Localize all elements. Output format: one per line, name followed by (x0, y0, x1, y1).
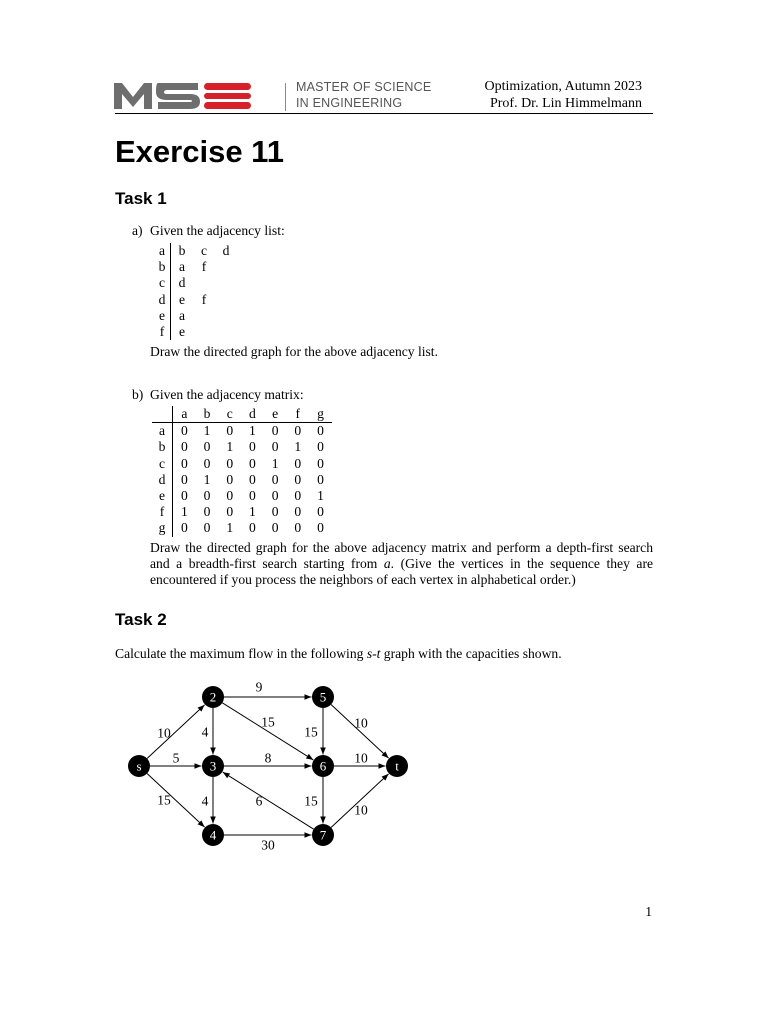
matrix-cell: 0 (203, 520, 211, 536)
course-name: Optimization, Autumn 2023 (484, 79, 642, 94)
matrix-cell: 0 (226, 423, 234, 439)
matrix-row-header: d (152, 472, 173, 488)
subtask-b-intro: Given the adjacency matrix: (150, 387, 304, 402)
task2-instruction: Calculate the maximum flow in the following s-t graph with the capacities shown. (115, 646, 562, 661)
matrix-cell: 1 (249, 504, 256, 520)
edge-capacity-label: 15 (304, 793, 318, 809)
graph-edge-7-t (331, 774, 389, 828)
matrix-row-header: e (152, 488, 173, 504)
matrix-row (152, 423, 332, 440)
matrix-cell: 0 (317, 520, 324, 536)
matrix-cell: 0 (271, 439, 279, 455)
matrix-cell: 0 (294, 488, 302, 504)
matrix-cell: 0 (271, 471, 279, 487)
matrix-row (152, 488, 332, 504)
matrix-row (152, 520, 332, 536)
matrix-cell: 0 (249, 455, 256, 471)
flow-network-graph (120, 672, 420, 862)
adjacency-list-neighbor: a (178, 259, 186, 275)
matrix-column-header: d (241, 406, 264, 423)
subtask-b-label: b) (132, 387, 144, 402)
edge-capacity-label: 15 (304, 724, 318, 740)
subtask-a-instruction: Draw the directed graph for the above adjacency list. (150, 344, 438, 359)
edge-capacity-label: 9 (255, 679, 263, 695)
graph-node-4 (202, 824, 224, 846)
page-title: Exercise 11 (115, 134, 284, 169)
matrix-cell: 0 (180, 520, 188, 536)
matrix-cell: 0 (203, 504, 211, 520)
edge-capacity-label: 10 (354, 750, 368, 766)
graph-node-t (386, 755, 408, 777)
adjacency-list-row (154, 243, 237, 259)
graph-edge-s-4 (147, 774, 205, 828)
edge-capacity-label: 15 (157, 792, 171, 808)
graph-node-label: t (395, 758, 399, 774)
matrix-row (152, 456, 332, 472)
matrix-column-header: c (218, 406, 241, 423)
matrix-cell: 1 (271, 455, 279, 471)
subtask-a-intro: Given the adjacency list: (150, 223, 285, 238)
matrix-cell: 0 (317, 504, 324, 520)
header-rule (115, 113, 653, 114)
adjacency-list-row (154, 324, 237, 340)
matrix-row-header: g (152, 520, 173, 536)
matrix-cell: 0 (226, 471, 234, 487)
matrix-cell: 0 (249, 520, 256, 536)
graph-node-label: 3 (209, 758, 217, 774)
matrix-cell: 0 (271, 504, 279, 520)
matrix-cell: 1 (317, 488, 324, 504)
logo-subtitle-line2: IN ENGINEERING (296, 96, 403, 110)
adjacency-list-neighbor: d (222, 243, 230, 258)
matrix-cell: 0 (249, 471, 256, 487)
graph-node-label: 2 (209, 689, 217, 705)
matrix-cell: 0 (294, 423, 302, 439)
edge-capacity-label: 30 (261, 837, 275, 853)
matrix-cell: 0 (317, 439, 324, 455)
adjacency-list (154, 243, 237, 340)
adjacency-list-neighbor: f (201, 259, 207, 275)
professor-name: Prof. Dr. Lin Himmelmann (489, 96, 642, 111)
graph-node-3 (202, 755, 224, 777)
matrix-cell: 0 (317, 423, 324, 439)
matrix-cell: 1 (180, 504, 188, 520)
matrix-cell: 0 (180, 471, 188, 487)
edge-capacity-label: 10 (354, 802, 368, 818)
graph-node-label: s (136, 758, 142, 774)
edge-capacity-label: 4 (201, 793, 209, 809)
graph-node-s (128, 755, 150, 777)
matrix-cell: 0 (180, 439, 188, 455)
adjacency-matrix (152, 406, 332, 537)
adjacency-list-row (154, 292, 237, 308)
matrix-cell: 0 (203, 439, 211, 455)
matrix-cell: 0 (317, 455, 324, 471)
matrix-corner (152, 406, 173, 423)
adjacency-list-neighbor: b (178, 243, 186, 258)
adjacency-list-vertex: a (154, 243, 171, 259)
matrix-cell: 1 (203, 471, 211, 487)
graph-node-label: 6 (319, 758, 327, 774)
matrix-cell: 0 (317, 471, 324, 487)
adjacency-list-vertex: c (154, 275, 171, 291)
edge-capacity-label: 4 (201, 724, 209, 740)
graph-node-label: 4 (209, 827, 217, 843)
graph-node-5 (312, 686, 334, 708)
matrix-row-header: f (152, 504, 173, 520)
subtask-b-instruction: Draw the directed graph for the above adjacency matrix and perform a depth-first search and a breadth-first search starting from a. (Give the vertices in the sequence they are encountered if you process the neighbors of each vertex in alphabetical order.) (150, 540, 653, 587)
matrix-cell: 0 (180, 455, 188, 471)
adjacency-list-neighbor: f (201, 291, 207, 307)
matrix-column-header: b (196, 406, 219, 423)
adjacency-list-neighbor: c (200, 243, 208, 258)
edge-capacity-label: 10 (354, 715, 368, 731)
graph-node-2 (202, 686, 224, 708)
edge-capacity-label: 6 (255, 793, 263, 809)
adjacency-list-row (154, 308, 237, 324)
matrix-row-header: a (152, 423, 173, 440)
matrix-row (152, 472, 332, 488)
adjacency-list-vertex: b (154, 259, 171, 275)
matrix-cell: 1 (226, 520, 234, 536)
edge-capacity-label: 15 (261, 714, 275, 730)
adjacency-list-row (154, 259, 237, 275)
matrix-cell: 0 (249, 488, 256, 504)
adjacency-list-vertex: f (154, 324, 171, 340)
edge-capacity-label: 8 (264, 750, 272, 766)
matrix-row (152, 439, 332, 455)
adjacency-list-neighbor: e (178, 291, 186, 307)
matrix-row-header: b (152, 439, 173, 455)
adjacency-list-vertex: d (154, 292, 171, 308)
matrix-column-header: f (286, 406, 309, 423)
adjacency-list-neighbor: d (178, 275, 186, 291)
matrix-row-header: c (152, 456, 173, 472)
matrix-cell: 0 (294, 504, 302, 520)
graph-edge-7-3 (223, 772, 314, 829)
matrix-cell: 0 (294, 520, 302, 536)
matrix-cell: 0 (226, 504, 234, 520)
task1-heading: Task 1 (115, 189, 167, 208)
subtask-a-label: a) (132, 223, 143, 238)
graph-node-6 (312, 755, 334, 777)
logo-subtitle-line1: MASTER OF SCIENCE (296, 80, 432, 94)
matrix-cell: 1 (294, 439, 302, 455)
page-number: 1 (645, 904, 652, 919)
matrix-cell: 0 (203, 455, 211, 471)
matrix-column-header: e (264, 406, 287, 423)
matrix-cell: 1 (203, 423, 211, 439)
graph-node-label: 5 (319, 689, 327, 705)
matrix-cell: 0 (271, 423, 279, 439)
edge-capacity-label: 10 (157, 725, 171, 741)
graph-node-7 (312, 824, 334, 846)
matrix-row (152, 504, 332, 520)
matrix-cell: 0 (294, 455, 302, 471)
matrix-column-header: a (173, 406, 196, 423)
matrix-column-header: g (309, 406, 332, 423)
matrix-cell: 0 (203, 488, 211, 504)
mse-logo (114, 82, 254, 110)
task2-heading: Task 2 (115, 610, 167, 629)
matrix-cell: 1 (226, 439, 234, 455)
matrix-cell: 0 (249, 439, 256, 455)
variable-s-t: s-t (366, 646, 381, 661)
matrix-cell: 0 (180, 488, 188, 504)
matrix-cell: 0 (226, 455, 234, 471)
matrix-cell: 0 (271, 488, 279, 504)
logo-divider (285, 83, 286, 111)
matrix-cell: 0 (226, 488, 234, 504)
matrix-cell: 0 (180, 423, 188, 439)
matrix-cell: 0 (271, 520, 279, 536)
matrix-cell: 0 (294, 471, 302, 487)
adjacency-list-neighbor: e (178, 324, 186, 340)
adjacency-list-neighbor: a (178, 307, 186, 323)
edge-capacity-label: 5 (172, 750, 180, 766)
adjacency-list-row (154, 275, 237, 291)
adjacency-list-vertex: e (154, 308, 171, 324)
graph-node-label: 7 (319, 827, 327, 843)
matrix-cell: 1 (249, 423, 256, 439)
variable-a: a (383, 556, 391, 571)
